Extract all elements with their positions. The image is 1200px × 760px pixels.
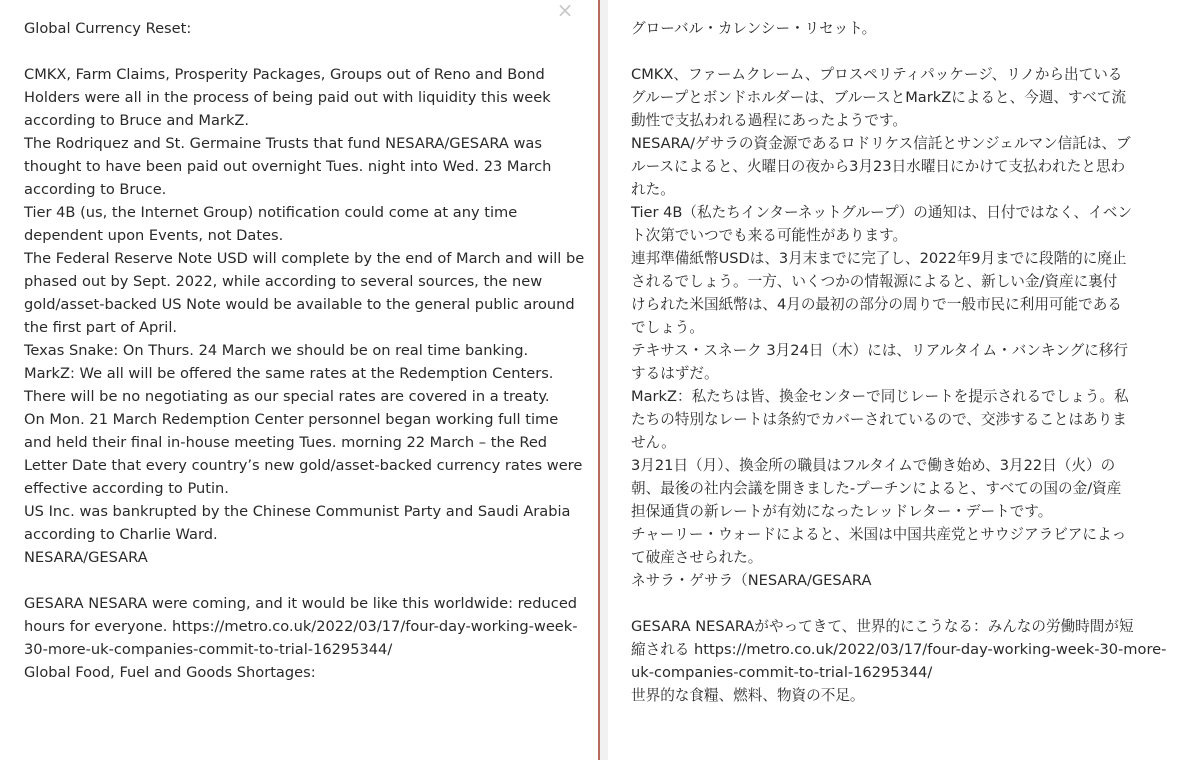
translated-line: けられた米国紙幣は、4月の最初の部分の周りで一般市民に利用可能である	[631, 296, 1122, 313]
translated-line: せん。	[631, 434, 676, 451]
translated-line: たちの特別なレートは条約でカバーされているので、交渉することはありま	[631, 411, 1127, 428]
source-line: and held their final in-house meeting Tues. morning 22 March – the Red	[24, 434, 548, 451]
source-line: NESARA/GESARA	[24, 549, 148, 566]
source-line: Holders were all in the process of being paid out with liquidity this week	[24, 89, 551, 106]
source-text-pane[interactable]	[0, 0, 598, 760]
translated-line: Tier 4B（私たちインターネットグループ）の通知は、日付ではなく、イベン	[631, 204, 1132, 221]
blank-line	[24, 40, 598, 63]
translated-line: ルースによると、火曜日の夜から3月23日水曜日にかけて支払われたと思わ	[631, 158, 1126, 175]
source-paragraph-tail	[24, 592, 598, 684]
source-line: Global Food, Fuel and Goods Shortages:	[24, 664, 316, 681]
translated-line: 担保通貨の新レートが有効になったレッドレター・デートです。	[631, 503, 1053, 520]
source-line: The Federal Reserve Note USD will complete by the end of March and will be	[24, 250, 585, 267]
source-line: according to Bruce and MarkZ.	[24, 112, 250, 129]
translated-line: グループとボンドホルダーは、ブルースとMarkZによると、今週、すべて流	[631, 89, 1127, 106]
translated-title: グローバル・カレンシー・リセット。	[631, 20, 877, 37]
source-line: GESARA NESARA were coming, and it would be like this worldwide: reduced	[24, 595, 578, 612]
translated-line: でしょう。	[631, 319, 704, 336]
source-line: The Rodriquez and St. Germaine Trusts that fund NESARA/GESARA was	[24, 135, 542, 152]
pane-gutter	[600, 0, 608, 760]
source-line: effective according to Putin.	[24, 480, 229, 497]
translated-line: 縮される https://metro.co.uk/2022/03/17/four-day-working-week-30-more-	[631, 641, 1167, 658]
translated-line: れた。	[631, 181, 675, 198]
translated-line: テキサス・スネーク 3月24日（木）には、リアルタイム・バンキングに移行	[631, 342, 1129, 359]
source-paragraph-main	[24, 63, 598, 569]
translated-line: GESARA NESARAがやってきて、世界的にこうなる：みんなの労働時間が短	[631, 618, 1134, 635]
source-line: CMKX, Farm Claims, Prosperity Packages, Groups out of Reno and Bond	[24, 66, 545, 83]
translated-paragraph-tail	[631, 615, 1167, 707]
source-line: dependent upon Events, not Dates.	[24, 227, 284, 244]
source-line: hours for everyone. https://metro.co.uk/2022/03/17/four-day-working-week-	[24, 618, 578, 635]
translated-line: 3月21日（月）、換金所の職員はフルタイムで働き始め、3月22日（火）の	[631, 457, 1116, 474]
translated-line: ネサラ・ゲサラ（NESARA/GESARA	[631, 572, 872, 589]
translated-line: チャーリー・ウォードによると、米国は中国共産党とサウジアラビアによっ	[631, 526, 1127, 543]
source-line: phased out by Sept. 2022, while according to several sources, the new	[24, 273, 543, 290]
translated-line: NESARA/ゲサラの資金源であるロドリケス信託とサンジェルマン信託は、ブ	[631, 135, 1131, 152]
blank-line	[631, 592, 1160, 615]
source-line: There will be no negotiating as our special rates are covered in a treaty.	[24, 388, 550, 405]
source-line: Texas Snake: On Thurs. 24 March we should be on real time banking.	[24, 342, 529, 359]
source-line: thought to have been paid out overnight Tues. night into Wed. 23 March	[24, 158, 552, 175]
translated-line: CMKX、ファームクレーム、プロスペリティパッケージ、リノから出ている	[631, 66, 1123, 83]
translated-line: uk-companies-commit-to-trial-16295344/	[631, 664, 933, 681]
translated-line: 動性で支払われる過程にあったようです。	[631, 112, 907, 129]
translated-line: 朝、最後の社内会議を開きました-プーチンによると、すべての国の金/資産	[631, 480, 1122, 497]
source-line: Letter Date that every country’s new gold/asset-backed currency rates were	[24, 457, 583, 474]
translated-line: されるでしょう。一方、いくつかの情報源によると、新しい金/資産に裏付	[631, 273, 1118, 290]
blank-line	[24, 569, 598, 592]
translated-line: するはずだ。	[631, 365, 719, 382]
source-line: US Inc. was bankrupted by the Chinese Communist Party and Saudi Arabia	[24, 503, 571, 520]
translated-paragraph-main	[631, 63, 1160, 592]
source-line: according to Bruce.	[24, 181, 167, 198]
source-line: according to Charlie Ward.	[24, 526, 218, 543]
source-line: the first part of April.	[24, 319, 178, 336]
source-line: On Mon. 21 March Redemption Center personnel began working full time	[24, 411, 559, 428]
source-line: Tier 4B (us, the Internet Group) notification could come at any time	[24, 204, 518, 221]
translated-line: て破産させられた。	[631, 549, 763, 566]
source-line: MarkZ: We all will be offered the same rates at the Redemption Centers.	[24, 365, 554, 382]
translated-text-pane[interactable]	[608, 0, 1200, 760]
translated-line: MarkZ：私たちは皆、換金センターで同じレートを提示されるでしょう。私	[631, 388, 1129, 405]
source-title: Global Currency Reset:	[24, 20, 192, 37]
source-line: 30-more-uk-companies-commit-to-trial-16295344/	[24, 641, 393, 658]
source-line: gold/asset-backed US Note would be available to the general public around	[24, 296, 575, 313]
translated-line: 世界的な食糧、燃料、物資の不足。	[631, 687, 865, 704]
blank-line	[631, 40, 1160, 63]
translated-line: 連邦準備紙幣USDは、3月末までに完了し、2022年9月までに段階的に廃止	[631, 250, 1127, 267]
close-icon[interactable]: ×	[556, 0, 574, 22]
translated-line: ト次第でいつでも来る可能性があります。	[631, 227, 908, 244]
